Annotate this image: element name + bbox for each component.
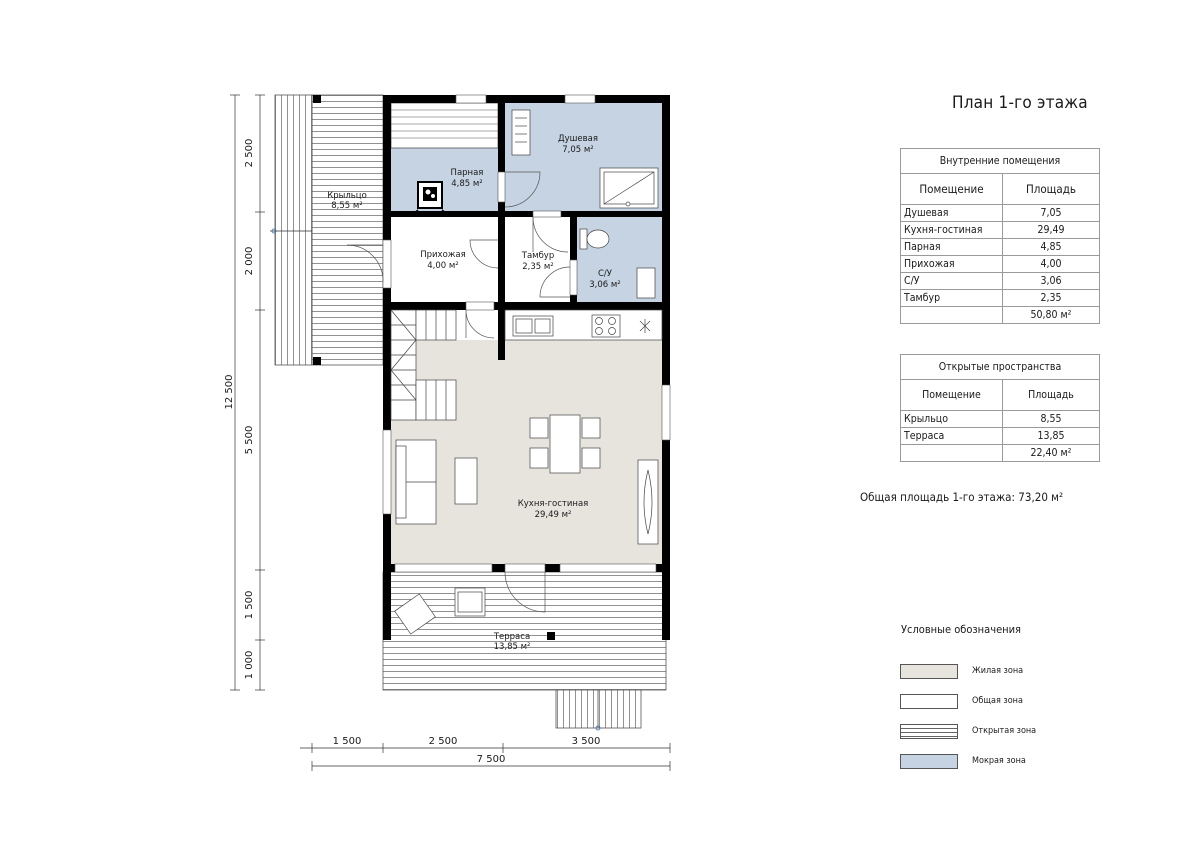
dim-h-1: 1 500 xyxy=(332,736,362,747)
plan-title: План 1-го этажа xyxy=(952,93,1088,113)
room-name-porch: Крыльцо xyxy=(327,191,367,201)
room-name-terrace: Терраса xyxy=(493,632,531,642)
cell-area: 8,55 xyxy=(1003,411,1100,428)
legend-swatch xyxy=(900,664,958,679)
cell-room: Парная xyxy=(901,239,1003,256)
legend-swatch xyxy=(900,724,958,739)
legend-title: Условные обозначения xyxy=(901,623,1022,636)
room-name-steam: Парная xyxy=(450,168,484,178)
room-name-vestibule: Тамбур xyxy=(521,251,555,261)
table-row xyxy=(901,273,1100,290)
legend-swatch xyxy=(900,694,958,709)
column-header-room: Помещение xyxy=(901,174,1003,205)
room-name-living: Кухня-гостиная xyxy=(517,499,589,509)
cell-area: 4,85 xyxy=(1003,239,1100,256)
dim-h-3: 3 500 xyxy=(571,736,601,747)
cell-total: 22,40 м² xyxy=(1003,445,1100,462)
cell-total: 50,80 м² xyxy=(1003,307,1100,324)
cell-area: 2,35 xyxy=(1003,290,1100,307)
room-name-wc: С/У xyxy=(598,269,612,279)
table-row xyxy=(901,239,1100,256)
table-row xyxy=(901,205,1100,222)
cell-room: Терраса xyxy=(901,428,1003,445)
cell-room: С/У xyxy=(901,273,1003,290)
legend-item-living xyxy=(900,664,1080,682)
internal-rooms-table xyxy=(900,148,1100,324)
table-total-row xyxy=(901,307,1100,324)
cell-room: Душевая xyxy=(901,205,1003,222)
porch-step xyxy=(275,95,312,365)
room-area-living: 29,49 м² xyxy=(534,510,572,520)
room-area-terrace: 13,85 м² xyxy=(493,642,531,652)
legend-item-open xyxy=(900,724,1080,742)
room-area-steam: 4,85 м² xyxy=(451,179,483,189)
room-area-hall: 4,00 м² xyxy=(427,261,459,271)
table-caption: Открытые пространства xyxy=(901,355,1100,380)
porch-deck xyxy=(312,95,383,365)
cell-empty xyxy=(901,445,1003,462)
cell-room: Тамбур xyxy=(901,290,1003,307)
dim-h-total: 7 500 xyxy=(476,754,506,765)
table-row xyxy=(901,290,1100,307)
room-name-shower: Душевая xyxy=(557,134,599,144)
cell-area: 7,05 xyxy=(1003,205,1100,222)
cell-room: Крыльцо xyxy=(901,411,1003,428)
room-area-porch: 8,55 м² xyxy=(331,201,363,211)
table-total-row xyxy=(901,445,1100,462)
cell-area: 29,49 xyxy=(1003,222,1100,239)
legend-swatch xyxy=(900,754,958,769)
total-area: Общая площадь 1-го этажа: 73,20 м² xyxy=(860,490,1064,504)
dim-v-4: 1 500 xyxy=(244,590,255,620)
kitchen-counter xyxy=(505,310,662,340)
table-caption: Внутренние помещения xyxy=(901,149,1100,174)
legend-item-wet xyxy=(900,754,1080,772)
table-row xyxy=(901,411,1100,428)
table-row xyxy=(901,256,1100,273)
dim-v-3: 5 500 xyxy=(244,425,255,455)
room-area-wc: 3,06 м² xyxy=(589,280,621,290)
cell-room: Прихожая xyxy=(901,256,1003,273)
cell-area: 3,06 xyxy=(1003,273,1100,290)
cell-room: Кухня-гостиная xyxy=(901,222,1003,239)
column-header-area: Площадь xyxy=(1003,174,1100,205)
terrace-deck xyxy=(383,572,666,690)
legend-label: Общая зона xyxy=(972,696,1023,706)
dim-v-total: 12 500 xyxy=(224,374,235,410)
cell-empty xyxy=(901,307,1003,324)
table-row xyxy=(901,428,1100,445)
legend-item-common xyxy=(900,694,1080,712)
terrace-steps xyxy=(556,690,641,728)
column-header-area: Площадь xyxy=(1003,380,1100,411)
dim-h-2: 2 500 xyxy=(428,736,458,747)
cell-area: 4,00 xyxy=(1003,256,1100,273)
room-area-vestibule: 2,35 м² xyxy=(522,262,554,272)
table-row xyxy=(901,222,1100,239)
open-spaces-table xyxy=(900,354,1100,462)
room-name-hall: Прихожая xyxy=(420,250,466,260)
cell-area: 13,85 xyxy=(1003,428,1100,445)
dim-v-1: 2 500 xyxy=(244,138,255,168)
legend-label: Жилая зона xyxy=(972,666,1024,676)
tv-unit xyxy=(638,460,658,544)
legend-label: Мокрая зона xyxy=(972,756,1026,766)
room-area-shower: 7,05 м² xyxy=(562,145,594,155)
column-header-room: Помещение xyxy=(901,380,1003,411)
legend-label: Открытая зона xyxy=(972,726,1037,736)
dim-v-5: 1 000 xyxy=(244,650,255,680)
dim-v-2: 2 000 xyxy=(244,246,255,276)
sauna-bench xyxy=(391,103,498,148)
